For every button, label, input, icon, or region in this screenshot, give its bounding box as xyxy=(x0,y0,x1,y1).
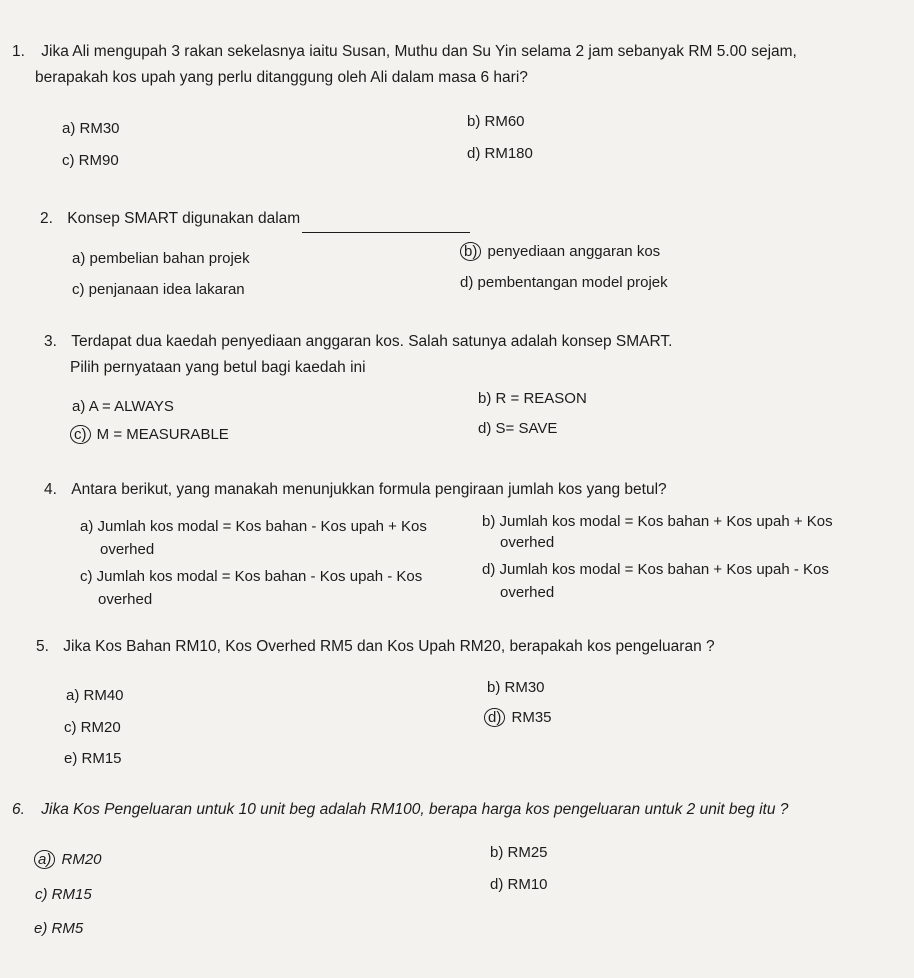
option-text: Jumlah kos modal = Kos bahan - Kos upah - Kos xyxy=(96,568,423,585)
option-text: R = REASON xyxy=(495,390,587,407)
option-4b-cont: overhed xyxy=(500,534,555,551)
option-6c xyxy=(35,884,92,906)
option-text: A = ALWAYS xyxy=(88,398,174,415)
option-1b xyxy=(467,111,525,133)
option-letter: d) xyxy=(478,420,492,437)
option-text: Jumlah kos modal = Kos bahan + Kos upah - Kos xyxy=(499,561,829,578)
question-text: Konsep SMART digunakan dalam xyxy=(67,210,301,227)
option-6b xyxy=(490,842,548,864)
option-letter: b) xyxy=(490,844,504,861)
option-4a xyxy=(80,516,427,538)
question-number: 1. xyxy=(12,43,25,60)
option-letter: d) xyxy=(490,876,504,893)
option-6e xyxy=(34,918,83,940)
option-letter-circled: c) xyxy=(70,425,91,444)
option-letter: b) xyxy=(482,513,496,530)
option-3b xyxy=(478,388,587,410)
question-2-line-1 xyxy=(40,205,470,233)
option-3a xyxy=(72,396,174,418)
question-1-line-1 xyxy=(12,38,797,66)
question-text: Jika Ali mengupah 3 rakan sekelasnya iaitu Susan, Muthu dan Su Yin selama 2 jam sebanyak RM 5.00 sejam, xyxy=(41,43,797,60)
question-5-line-1 xyxy=(36,633,715,661)
option-3c xyxy=(70,424,229,446)
option-text: RM20 xyxy=(61,851,102,868)
option-text: RM25 xyxy=(507,844,548,861)
option-2c xyxy=(72,279,245,301)
question-6-line-1 xyxy=(12,796,788,824)
option-text: Jumlah kos modal = Kos bahan - Kos upah + Kos xyxy=(97,518,427,535)
option-2a xyxy=(72,248,250,270)
question-number: 5. xyxy=(36,638,49,655)
question-number: 2. xyxy=(40,210,53,227)
question-number: 6. xyxy=(12,801,25,818)
option-5d xyxy=(484,707,552,729)
option-letter-circled: b) xyxy=(460,242,481,261)
answer-blank xyxy=(302,216,470,233)
option-text: RM5 xyxy=(51,920,84,937)
option-letter: d) xyxy=(482,561,496,578)
option-letter: c) xyxy=(64,719,77,736)
option-4a-cont: overhed xyxy=(100,541,155,558)
option-text: RM60 xyxy=(484,113,525,130)
option-letter: a) xyxy=(72,398,86,415)
question-number: 4. xyxy=(44,481,57,498)
option-letter: b) xyxy=(467,113,481,130)
option-4c xyxy=(80,566,422,588)
option-letter: b) xyxy=(478,390,492,407)
question-number: 3. xyxy=(44,333,57,350)
option-3d xyxy=(478,418,557,440)
option-4d-cont: overhed xyxy=(500,584,555,601)
option-5a xyxy=(66,685,124,707)
option-letter: c) xyxy=(35,886,48,903)
option-text: RM40 xyxy=(83,687,124,704)
question-text: Antara berikut, yang manakah menunjukkan formula pengiraan jumlah kos yang betul? xyxy=(71,481,667,498)
option-2d xyxy=(460,272,668,294)
option-text: RM30 xyxy=(79,120,120,137)
option-letter: a) xyxy=(66,687,80,704)
option-text: Jumlah kos modal = Kos bahan + Kos upah + Kos xyxy=(499,513,833,530)
option-text: RM180 xyxy=(484,145,533,162)
option-text: RM10 xyxy=(507,876,548,893)
option-4d xyxy=(482,559,829,581)
option-text: RM15 xyxy=(81,750,122,767)
option-letter: e) xyxy=(64,750,78,767)
option-letter-circled: d) xyxy=(484,708,505,727)
option-text: penyediaan anggaran kos xyxy=(487,243,661,260)
option-6a xyxy=(34,849,102,871)
option-letter: a) xyxy=(62,120,76,137)
question-4-line-1 xyxy=(44,476,667,504)
option-text: M = MEASURABLE xyxy=(96,426,229,443)
option-4c-cont: overhed xyxy=(98,591,153,608)
option-text: RM90 xyxy=(78,152,119,169)
option-text: S= SAVE xyxy=(495,420,558,437)
option-text: RM30 xyxy=(504,679,545,696)
option-text: RM20 xyxy=(80,719,121,736)
option-4b xyxy=(482,511,833,533)
option-1d xyxy=(467,143,533,165)
question-1-line-2: berapakah kos upah yang perlu ditanggung oleh Ali dalam masa 6 hari? xyxy=(35,69,528,86)
option-letter: c) xyxy=(72,281,85,298)
question-text: Terdapat dua kaedah penyediaan anggaran kos. Salah satunya adalah konsep SMART. xyxy=(71,333,673,350)
option-2b xyxy=(460,241,660,263)
option-letter: c) xyxy=(80,568,93,585)
option-text: pembentangan model projek xyxy=(477,274,668,291)
question-3-line-1 xyxy=(44,328,672,356)
option-text: RM15 xyxy=(51,886,92,903)
option-5c xyxy=(64,717,121,739)
option-1c xyxy=(62,150,119,172)
option-letter: c) xyxy=(62,152,75,169)
question-text: Jika Kos Bahan RM10, Kos Overhed RM5 dan Kos Upah RM20, berapakah kos pengeluaran ? xyxy=(63,638,715,655)
question-3-line-2: Pilih pernyataan yang betul bagi kaedah ini xyxy=(70,359,366,376)
option-letter: d) xyxy=(460,274,474,291)
option-1a xyxy=(62,118,120,140)
question-text: Jika Kos Pengeluaran untuk 10 unit beg adalah RM100, berapa harga kos pengeluaran untuk 2 unit beg itu ? xyxy=(41,801,789,818)
option-text: RM35 xyxy=(511,709,552,726)
option-letter: b) xyxy=(487,679,501,696)
option-text: penjanaan idea lakaran xyxy=(88,281,245,298)
option-letter: a) xyxy=(80,518,94,535)
option-letter-circled: a) xyxy=(34,850,55,869)
option-letter: e) xyxy=(34,920,48,937)
option-5e xyxy=(64,748,122,770)
option-text: pembelian bahan projek xyxy=(89,250,250,267)
option-letter: d) xyxy=(467,145,481,162)
option-6d xyxy=(490,874,548,896)
option-5b xyxy=(487,677,545,699)
option-letter: a) xyxy=(72,250,86,267)
